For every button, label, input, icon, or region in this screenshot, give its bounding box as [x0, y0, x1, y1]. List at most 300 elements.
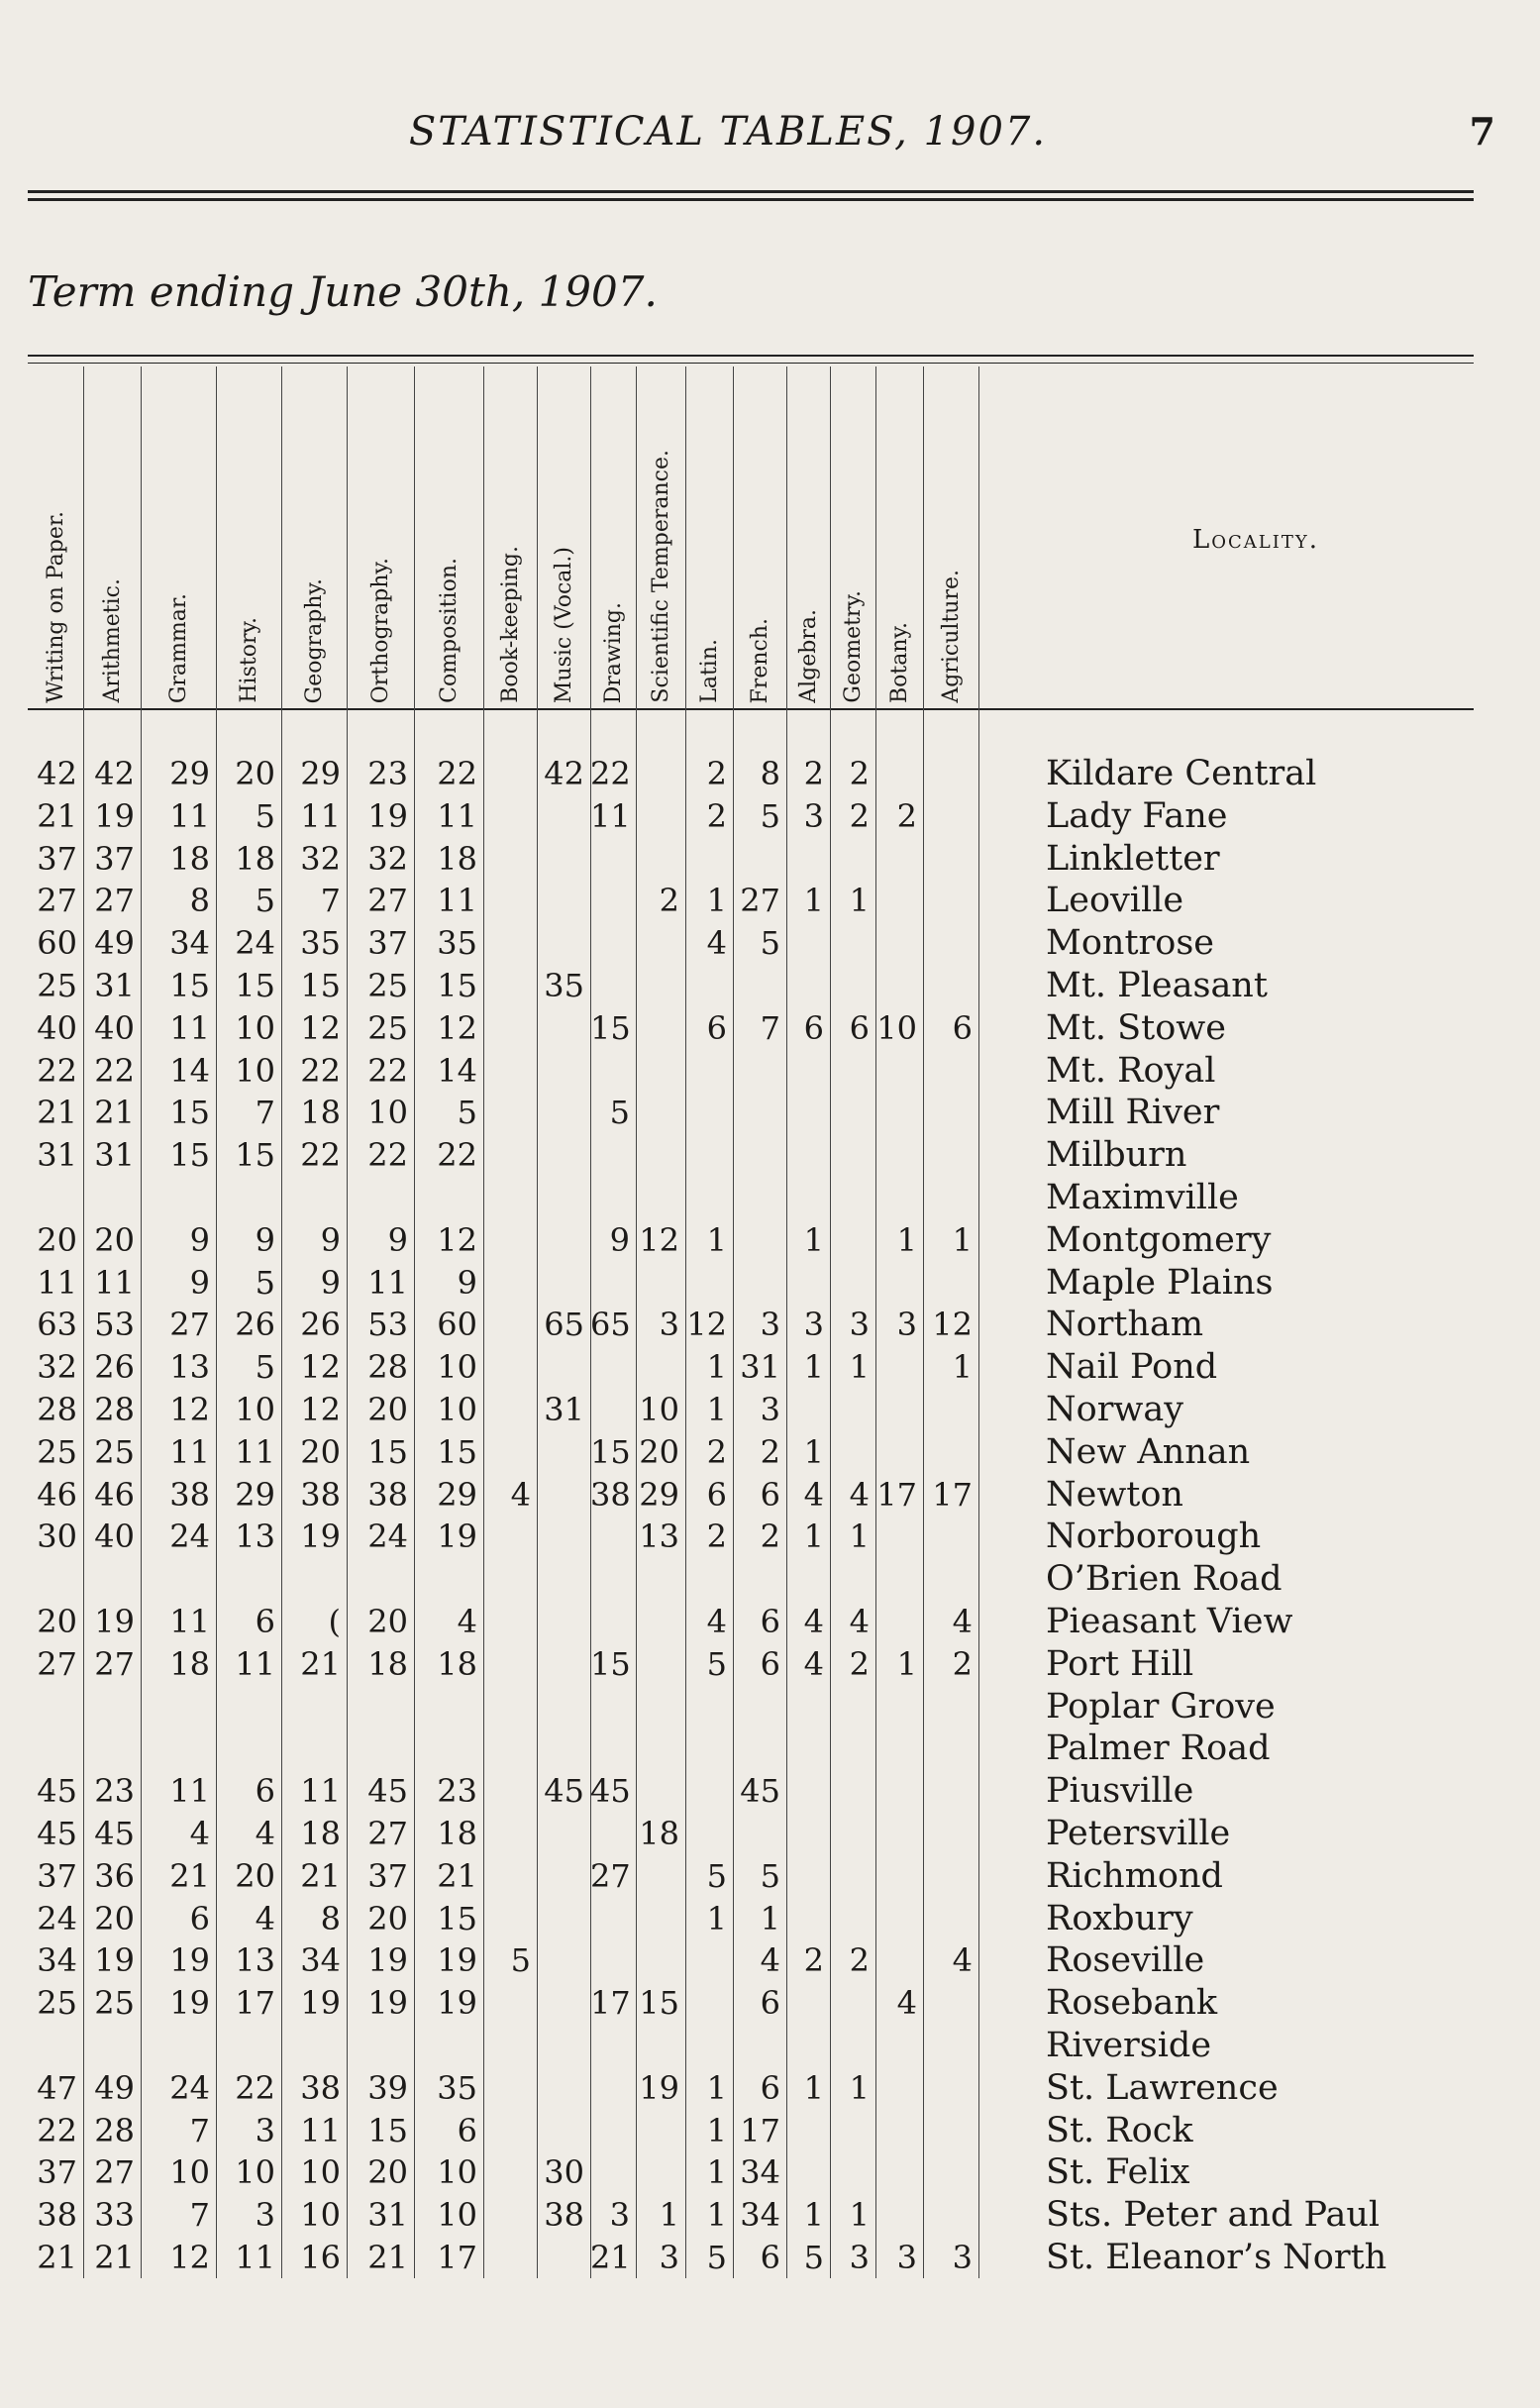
table-cell: 21	[94, 1094, 135, 1132]
header-rule-bottom	[28, 198, 1474, 201]
table-cell	[923, 2194, 978, 2236]
table-cell	[636, 1092, 685, 1133]
table-cell: 9	[609, 1220, 630, 1259]
column-header-label: French.	[747, 617, 772, 703]
table-cell	[830, 1813, 875, 1854]
table-cell: 35	[544, 967, 584, 1004]
table-cell	[923, 795, 978, 837]
table-cell: 5	[803, 2239, 824, 2276]
table-cell: 11	[235, 1644, 275, 1683]
table-cell	[875, 1558, 923, 1600]
table-cell	[830, 1134, 875, 1176]
table-cell	[414, 2025, 483, 2066]
table-cell: 11	[169, 1008, 210, 1047]
table-cell: 12	[437, 1008, 477, 1047]
table-cell	[786, 1813, 830, 1854]
table-cell: 3	[849, 2239, 870, 2276]
table-cell	[733, 838, 786, 880]
table-cell	[685, 1982, 733, 2024]
table-row	[28, 1813, 1484, 1854]
table-cell: 3	[896, 2239, 917, 2276]
column-header-label: Algebra.	[795, 609, 821, 703]
table-cell	[636, 1346, 685, 1388]
table-cell	[83, 1558, 141, 1600]
table-cell: 20	[37, 1220, 77, 1259]
table-cell: 1	[803, 2196, 824, 2235]
table-cell: 3	[803, 1306, 824, 1344]
table-cell: 4	[255, 1815, 275, 1852]
table-cell: 34	[37, 1941, 77, 1980]
table-row	[28, 2151, 1484, 2193]
table-cell	[483, 1389, 537, 1430]
table-cell	[281, 1558, 347, 1600]
table-cell	[483, 1050, 537, 1092]
table-cell	[786, 1855, 830, 1897]
table-cell: 65	[590, 1306, 631, 1344]
table-cell	[483, 753, 537, 794]
table-row	[28, 1643, 1484, 1685]
table-cell: 15	[639, 1984, 679, 2023]
table-cell: 3	[255, 2196, 275, 2235]
table-cell	[786, 1898, 830, 1939]
column-header	[483, 376, 537, 703]
table-cell	[923, 1516, 978, 1557]
table-cell	[483, 1898, 537, 1939]
table-cell	[875, 1092, 923, 1133]
table-cell: 18	[169, 1644, 210, 1683]
table-cell	[590, 2025, 636, 2066]
table-cell	[483, 2194, 537, 2236]
table-cell: 8	[320, 1899, 341, 1937]
page-header	[0, 109, 1540, 168]
table-cell: 5	[706, 1644, 727, 1683]
table-cell: 23	[437, 1772, 477, 1811]
table-cell	[590, 880, 636, 921]
table-cell	[590, 1346, 636, 1388]
locality-name: Palmer Road	[1046, 1728, 1271, 1769]
table-cell: 19	[437, 1941, 477, 1980]
table-cell: 27	[590, 1856, 631, 1895]
table-cell: 6	[760, 2239, 780, 2276]
table-cell: 18	[437, 839, 477, 878]
table-cell	[347, 1727, 414, 1769]
table-cell	[786, 922, 830, 964]
table-cell: 15	[300, 967, 341, 1004]
table-cell: 24	[169, 2068, 210, 2107]
locality-name: Norborough	[1046, 1517, 1262, 1557]
table-cell	[28, 1558, 83, 1600]
table-cell	[537, 2025, 590, 2066]
table-cell: 5	[255, 1263, 275, 1302]
table-cell: 42	[37, 755, 77, 792]
table-cell: 39	[367, 2068, 408, 2107]
table-cell	[830, 1686, 875, 1727]
table-cell	[281, 1727, 347, 1769]
table-cell: 19	[94, 1603, 135, 1640]
table-cell	[537, 1516, 590, 1557]
table-cell	[537, 1177, 590, 1218]
table-cell: 29	[437, 1475, 477, 1514]
table-cell: 33	[94, 2196, 135, 2235]
table-cell	[636, 1134, 685, 1176]
table-cell: 14	[169, 1051, 210, 1090]
table-cell	[786, 1050, 830, 1092]
table-cell	[141, 1727, 216, 1769]
table-cell	[733, 1177, 786, 1218]
table-cell	[590, 1898, 636, 1939]
table-cell	[281, 1686, 347, 1727]
table-cell: 11	[437, 796, 477, 835]
column-header	[875, 376, 923, 703]
table-cell: 1	[706, 1220, 727, 1259]
table-cell: 12	[300, 1008, 341, 1047]
table-cell: 18	[235, 839, 275, 878]
table-cell	[875, 1686, 923, 1727]
table-row	[28, 1770, 1484, 1812]
table-cell	[537, 1982, 590, 2024]
table-cell: 1	[849, 882, 870, 920]
table-cell: 15	[437, 967, 477, 1004]
table-cell: 1	[706, 2153, 727, 2192]
locality-name: Milburn	[1046, 1135, 1187, 1176]
table-cell	[875, 1262, 923, 1304]
column-header-label: Writing on Paper.	[43, 511, 68, 703]
table-cell: 25	[367, 967, 408, 1004]
table-cell: 6	[760, 1475, 780, 1514]
table-cell	[923, 838, 978, 880]
column-header	[685, 376, 733, 703]
locality-name: Newton	[1046, 1474, 1183, 1515]
table-cell	[685, 1177, 733, 1218]
table-cell: 8	[189, 882, 210, 920]
table-cell: 22	[235, 2068, 275, 2107]
table-cell: 29	[235, 1475, 275, 1514]
table-cell	[830, 1431, 875, 1473]
table-cell: 25	[367, 1008, 408, 1047]
table-cell: 4	[189, 1815, 210, 1852]
table-row	[28, 1727, 1484, 1769]
locality-name: New Annan	[1046, 1431, 1251, 1472]
table-cell: 12	[169, 2239, 210, 2276]
table-cell: 5	[760, 796, 780, 835]
table-cell: 63	[37, 1306, 77, 1344]
table-cell: 27	[94, 2153, 135, 2192]
table-cell: 3	[896, 1306, 917, 1344]
column-header-label: Music (Vocal.)	[551, 546, 576, 703]
table-cell: 20	[300, 1432, 341, 1471]
table-cell: 17	[235, 1984, 275, 2023]
column-header-label: Book-keeping.	[497, 546, 523, 703]
table-cell: 15	[169, 1094, 210, 1132]
table-cell: 12	[437, 1220, 477, 1259]
table-cell: 38	[300, 2068, 341, 2107]
table-cell	[923, 880, 978, 921]
table-cell: 42	[544, 755, 584, 792]
table-cell	[483, 2025, 537, 2066]
table-cell	[923, 1813, 978, 1854]
table-cell	[685, 965, 733, 1006]
table-cell	[786, 1770, 830, 1812]
table-cell	[216, 1177, 281, 1218]
table-cell	[830, 1855, 875, 1897]
table-cell: 19	[437, 1984, 477, 2023]
table-cell: 1	[849, 2068, 870, 2107]
table-cell: 38	[544, 2196, 584, 2235]
table-cell	[483, 2110, 537, 2151]
table-cell: 1	[706, 1348, 727, 1387]
column-header-label: Grammar.	[165, 592, 191, 703]
table-cell	[537, 1092, 590, 1133]
table-row	[28, 2194, 1484, 2236]
table-cell	[414, 1177, 483, 1218]
table-cell: 22	[37, 2111, 77, 2149]
table-cell	[685, 1813, 733, 1854]
locality-name: Northam	[1046, 1305, 1204, 1345]
table-row	[28, 753, 1484, 794]
table-cell: 2	[896, 796, 917, 835]
table-cell	[786, 1092, 830, 1133]
table-cell: 6	[255, 1603, 275, 1640]
locality-name: Roseville	[1046, 1940, 1205, 1981]
table-cell: 1	[803, 1432, 824, 1471]
table-row	[28, 1474, 1484, 1516]
table-cell	[537, 922, 590, 964]
table-cell	[537, 1134, 590, 1176]
table-cell: 26	[300, 1306, 341, 1344]
table-cell	[483, 965, 537, 1006]
table-cell	[590, 1558, 636, 1600]
table-cell: 11	[300, 796, 341, 835]
table-cell: 12	[639, 1220, 679, 1259]
table-cell: 20	[37, 1603, 77, 1640]
table-cell	[923, 965, 978, 1006]
table-cell: 5	[760, 924, 780, 963]
table-cell	[923, 753, 978, 794]
table-cell: 40	[94, 1008, 135, 1047]
table-cell: 11	[590, 796, 631, 835]
table-cell: 19	[94, 796, 135, 835]
table-cell	[923, 1982, 978, 2024]
table-cell: 9	[189, 1263, 210, 1302]
locality-name: Linkletter	[1046, 838, 1220, 879]
table-cell: 9	[320, 1263, 341, 1302]
table-cell: 49	[94, 924, 135, 963]
table-cell	[685, 1134, 733, 1176]
table-cell	[590, 922, 636, 964]
table-cell: 1	[706, 882, 727, 920]
table-cell: 17	[740, 2111, 780, 2149]
table-cell: 5	[255, 882, 275, 920]
table-cell: 1	[896, 1220, 917, 1259]
table-cell	[923, 1770, 978, 1812]
table-cell	[830, 2110, 875, 2151]
column-header-label: Orthography.	[367, 557, 393, 703]
table-cell: 20	[639, 1432, 679, 1471]
table-cell: 28	[367, 1348, 408, 1387]
table-cell: 7	[189, 2196, 210, 2235]
table-cell	[83, 1727, 141, 1769]
table-cell: 19	[639, 2068, 679, 2107]
table-cell	[875, 838, 923, 880]
table-cell	[537, 1813, 590, 1854]
table-cell	[141, 1177, 216, 1218]
table-cell: 45	[544, 1772, 584, 1811]
locality-name: St. Lawrence	[1046, 2067, 1279, 2108]
table-cell: 60	[437, 1306, 477, 1344]
table-cell	[483, 1516, 537, 1557]
column-header-label: Composition.	[436, 558, 462, 703]
table-cell	[347, 2025, 414, 2066]
table-cell: 15	[437, 1432, 477, 1471]
table-cell	[590, 2067, 636, 2109]
locality-name: Poplar Grove	[1046, 1686, 1276, 1727]
column-header	[786, 376, 830, 703]
table-cell: 2	[706, 755, 727, 792]
table-cell: 10	[235, 2153, 275, 2192]
table-cell: 37	[37, 1856, 77, 1895]
table-cell: 18	[437, 1815, 477, 1852]
table-cell	[590, 1262, 636, 1304]
table-cell	[483, 1558, 537, 1600]
table-cell: 1	[706, 1899, 727, 1937]
table-cell	[923, 1050, 978, 1092]
locality-name: St. Felix	[1046, 2152, 1190, 2193]
table-cell	[636, 2025, 685, 2066]
table-cell	[830, 1219, 875, 1261]
table-cell: 27	[37, 882, 77, 920]
table-cell	[537, 1939, 590, 1981]
table-row	[28, 1304, 1484, 1345]
column-header	[733, 376, 786, 703]
table-cell: 31	[544, 1391, 584, 1428]
table-cell: 4	[255, 1899, 275, 1937]
table-cell	[483, 2151, 537, 2193]
table-cell	[483, 1431, 537, 1473]
table-cell	[875, 2067, 923, 2109]
table-cell	[685, 1558, 733, 1600]
column-header-label: Geography.	[301, 577, 327, 703]
table-cell	[733, 1558, 786, 1600]
table-cell: 2	[706, 796, 727, 835]
table-cell: 1	[849, 1518, 870, 1556]
page-number: 7	[1469, 109, 1495, 154]
locality-name: Rosebank	[1046, 1983, 1218, 2024]
table-cell: 1	[849, 2196, 870, 2235]
table-cell: 4	[760, 1941, 780, 1980]
table-cell: 4	[457, 1603, 477, 1640]
table-cell: 13	[639, 1518, 679, 1556]
table-cell	[28, 1686, 83, 1727]
table-cell	[923, 2151, 978, 2193]
table-cell: 1	[803, 1348, 824, 1387]
table-cell: 35	[437, 2068, 477, 2107]
table-cell	[590, 2110, 636, 2151]
table-cell	[786, 1262, 830, 1304]
table-cell: 11	[235, 1432, 275, 1471]
table-cell: 27	[367, 882, 408, 920]
table-cell: 28	[37, 1391, 77, 1428]
table-cell: 5	[457, 1094, 477, 1132]
table-cell: 11	[300, 2111, 341, 2149]
table-cell	[875, 1431, 923, 1473]
table-cell: 45	[590, 1772, 631, 1811]
locality-name: Kildare Central	[1046, 754, 1317, 793]
table-cell: 27	[94, 1644, 135, 1683]
table-cell: 6	[255, 1772, 275, 1811]
table-cell	[875, 2194, 923, 2236]
table-cell	[733, 1813, 786, 1854]
table-cell	[636, 1050, 685, 1092]
table-cell: 5	[255, 1348, 275, 1387]
table-cell: 45	[367, 1772, 408, 1811]
table-cell: 13	[169, 1348, 210, 1387]
table-cell	[590, 1134, 636, 1176]
page-title: STATISTICAL TABLES, 1907.	[408, 109, 1048, 155]
table-row	[28, 1177, 1484, 1218]
table-cell: 22	[37, 1051, 77, 1090]
table-cell	[733, 1262, 786, 1304]
table-cell: 32	[367, 839, 408, 878]
table-cell: 9	[387, 1220, 408, 1259]
table-cell: 2	[760, 1518, 780, 1556]
table-cell: 18	[639, 1815, 679, 1852]
table-cell: 11	[169, 796, 210, 835]
table-cell	[483, 1177, 537, 1218]
table-cell	[590, 1389, 636, 1430]
table-cell: 22	[590, 755, 631, 792]
table-cell: 31	[94, 1136, 135, 1175]
table-cell: 19	[437, 1518, 477, 1556]
table-cell	[414, 1727, 483, 1769]
table-cell: 25	[37, 1432, 77, 1471]
table-cell	[733, 1050, 786, 1092]
table-cell: 1	[803, 882, 824, 920]
table-cell: 20	[235, 755, 275, 792]
table-cell	[875, 922, 923, 964]
column-header	[216, 376, 281, 703]
table-cell	[216, 1727, 281, 1769]
table-cell: 11	[169, 1603, 210, 1640]
table-cell: 17	[437, 2239, 477, 2276]
table-cell: 19	[367, 1984, 408, 2023]
table-cell	[483, 1770, 537, 1812]
table-cell	[636, 795, 685, 837]
table-cell: 37	[37, 839, 77, 878]
table-cell: 42	[94, 755, 135, 792]
table-cell	[830, 1982, 875, 2024]
table-cell: 4	[803, 1475, 824, 1514]
table-cell	[216, 2025, 281, 2066]
table-cell	[636, 965, 685, 1006]
table-cell	[347, 1686, 414, 1727]
table-cell: 2	[952, 1644, 973, 1683]
table-cell: 19	[367, 796, 408, 835]
table-cell	[537, 1262, 590, 1304]
table-cell	[281, 1177, 347, 1218]
table-cell	[590, 1177, 636, 1218]
table-cell: 37	[367, 1856, 408, 1895]
table-cell	[141, 1558, 216, 1600]
table-cell: 53	[94, 1306, 135, 1344]
table-cell: (	[328, 1603, 341, 1640]
table-cell: 18	[437, 1644, 477, 1683]
table-cell: 10	[876, 1008, 917, 1047]
table-cell: 4	[803, 1644, 824, 1683]
table-cell	[733, 1219, 786, 1261]
table-cell: 37	[367, 924, 408, 963]
table-cell: 10	[235, 1391, 275, 1428]
table-cell: 21	[94, 2239, 135, 2276]
